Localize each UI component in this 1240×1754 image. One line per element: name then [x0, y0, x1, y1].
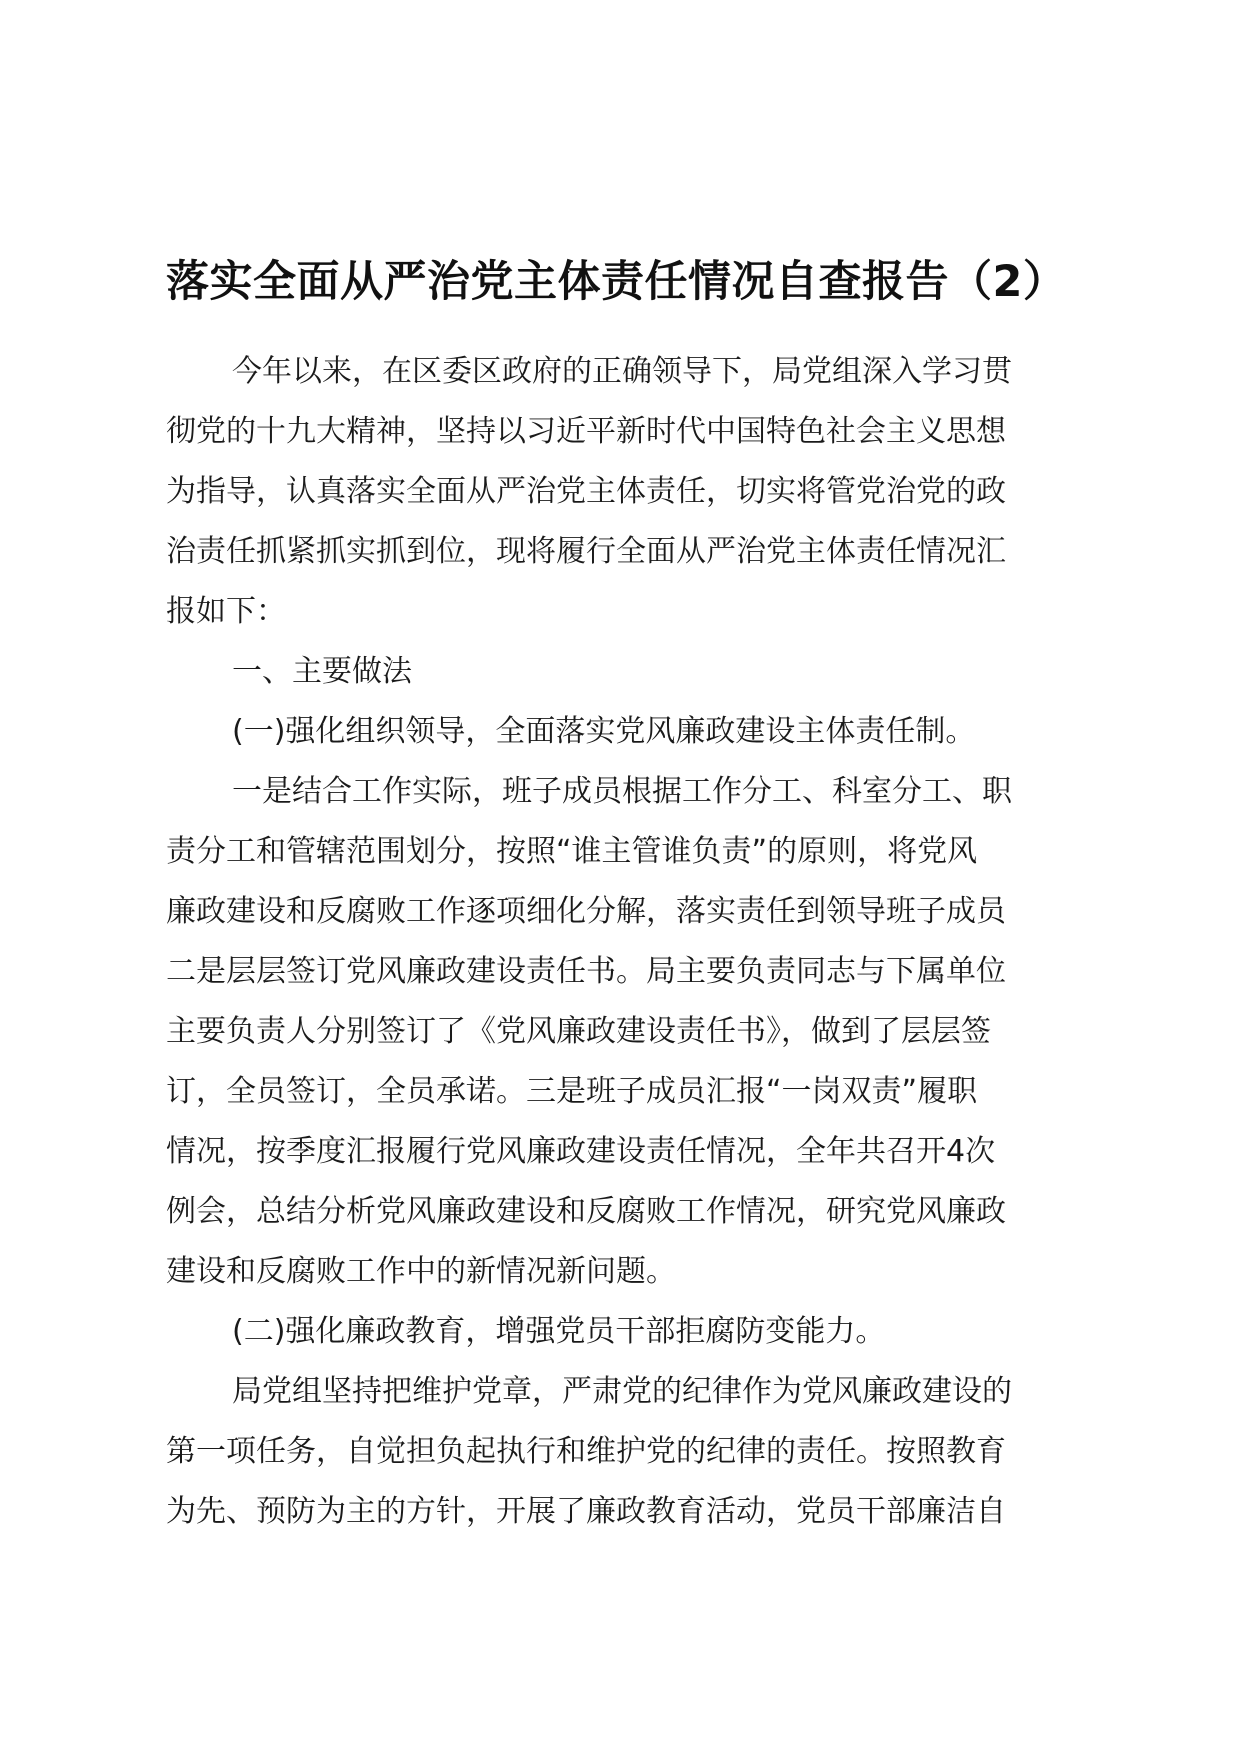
body-line: 廉政建设和反腐败工作逐项细化分解，落实责任到领导班子成员: [166, 894, 1006, 929]
body-line: (一)强化组织领导，全面落实党风廉政建设主体责任制。: [232, 714, 976, 749]
body-line: 订，全员签订，全员承诺。三是班子成员汇报“一岗双责”履职: [166, 1074, 978, 1109]
document-title: 落实全面从严治党主体责任情况自查报告（2）: [166, 257, 1067, 307]
body-line: 治责任抓紧抓实抓到位，现将履行全面从严治党主体责任情况汇: [166, 534, 1006, 569]
body-line: 一、主要做法: [232, 654, 412, 689]
body-line: 责分工和管辖范围划分，按照“谁主管谁负责”的原则，将党风: [166, 834, 978, 869]
body-line: 局党组坚持把维护党章，严肃党的纪律作为党风廉政建设的: [232, 1374, 1012, 1409]
body-line: 例会，总结分析党风廉政建设和反腐败工作情况，研究党风廉政: [166, 1194, 1006, 1229]
body-line: 二是层层签订党风廉政建设责任书。局主要负责同志与下属单位: [166, 954, 1006, 989]
body-line: 一是结合工作实际，班子成员根据工作分工、科室分工、职: [232, 774, 1012, 809]
document-body: [166, 342, 1126, 1542]
body-line: 报如下：: [166, 594, 286, 629]
body-line: 情况，按季度汇报履行党风廉政建设责任情况，全年共召开4次: [166, 1134, 996, 1169]
body-line: (二)强化廉政教育，增强党员干部拒腐防变能力。: [232, 1314, 886, 1349]
body-line: 今年以来，在区委区政府的正确领导下，局党组深入学习贯: [232, 354, 1012, 389]
body-line: 建设和反腐败工作中的新情况新问题。: [166, 1254, 676, 1289]
body-line: 为指导，认真落实全面从严治党主体责任，切实将管党治党的政: [166, 474, 1006, 509]
body-line: 为先、预防为主的方针，开展了廉政教育活动，党员干部廉洁自: [166, 1494, 1006, 1529]
body-line: 彻党的十九大精神，坚持以习近平新时代中国特色社会主义思想: [166, 414, 1006, 449]
body-line: 第一项任务，自觉担负起执行和维护党的纪律的责任。按照教育: [166, 1434, 1006, 1469]
body-line: 主要负责人分别签订了《党风廉政建设责任书》，做到了层层签: [166, 1014, 991, 1049]
